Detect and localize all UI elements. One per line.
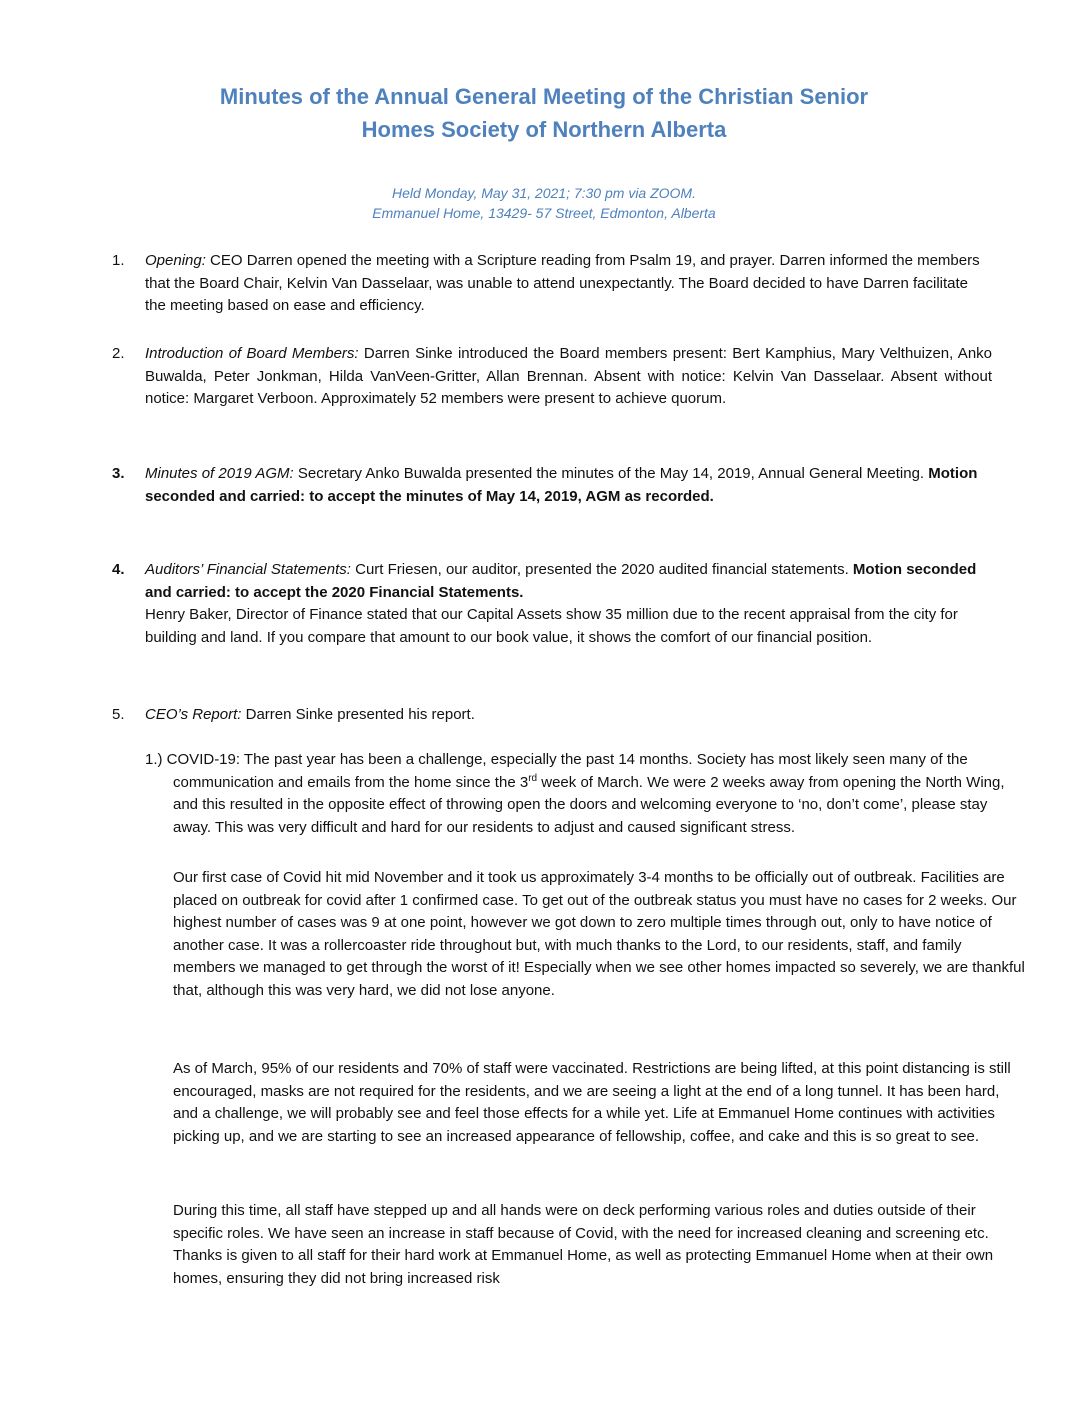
ceo-report-paragraph: As of March, 95% of our residents and 70% of staff were vaccinated. Restrictions are being lifted, at this point distancing is still encouraged, masks are not required for the residents, and we are seeing a light at the end of a long tunnel. It has been hard, and a challenge, we will probably see and feel those effects for a while yet. Life at Emmanuel Home continues with activities picking up, and we are starting to see an increased appearance of fellowship, coffee, and cake and this is so great to see. <box>173 1060 1011 1145</box>
agenda-item-board-members <box>112 343 992 411</box>
item-text: Darren Sinke presented his report. <box>241 706 475 723</box>
motion-text: Motion seconded and carried: to accept the minutes of May 14, 2019, AGM as recorded. <box>145 465 978 505</box>
sub-item-text-b: week of March. We were 2 weeks away from opening the North Wing, and this resulted in the opposite effect of throwing open the doors and welcoming everyone to ‘no, don’t come’, please stay away. This was very difficult and hard for our residents to adjust and caused significant stress. <box>173 773 1005 836</box>
agenda-item-minutes <box>112 463 992 508</box>
item-number: 3. <box>112 465 125 482</box>
title-line-2: Homes Society of Northern Alberta <box>361 117 727 142</box>
sub-item-number: 1.) <box>145 751 163 768</box>
ceo-report-paragraph: Our first case of Covid hit mid November and it took us approximately 3-4 months to be officially out of outbreak. Facilities are placed on outbreak for covid after 1 confirmed case. To get out of the outbreak status you must have no cases for 2 weeks. Our highest number of cases was 9 at one point, however we got down to zero multiple times through out, only to have notice of another case. It was a rollercoaster ride throughout but, with much thanks to the Lord, to our residents, staff, and family members we managed to get through the worst of it! Especially when we see other homes impacted so severely, we are thankful that, although this was very hard, we did not lose anyone. <box>173 869 1025 999</box>
item-label: Auditors’ Financial Statements: <box>145 561 351 578</box>
item-number: 5. <box>112 706 125 723</box>
item-label: CEO’s Report: <box>145 706 242 723</box>
meeting-details <box>100 183 988 223</box>
ceo-report-paragraph: During this time, all staff have stepped up and all hands were on deck performing various roles and duties outside of their specific roles. We have seen an increase in staff because of Covid, with the need for increased cleaning and screening etc. Thanks is given to all staff for their hard work at Emmanuel Home, as well as protecting Emmanuel Home when at their own homes, ensuring they did not bring increased risk <box>173 1202 994 1287</box>
item-number: 4. <box>112 561 125 578</box>
item-body <box>145 559 992 649</box>
meeting-location-line: Emmanuel Home, 13429- 57 Street, Edmonton, Alberta <box>372 205 716 221</box>
agenda-item-ceo-report <box>112 704 992 727</box>
item-text: Curt Friesen, our auditor, presented the 2020 audited financial statements. <box>350 561 853 578</box>
title-line-1: Minutes of the Annual General Meeting of the Christian Senior <box>219 84 869 109</box>
item-number: 2. <box>112 345 125 362</box>
item-body <box>145 704 992 727</box>
item-extra-text: Henry Baker, Director of Finance stated that our Capital Assets show 35 million due to the recent appraisal from the city for building and land. If you compare that amount to our book value, it shows the comfort of our financial position. <box>145 606 958 646</box>
agenda-item-opening <box>112 250 992 318</box>
item-label: Opening: <box>145 252 206 269</box>
item-text: Darren Sinke introduced the Board members present: Bert Kamphius, Mary Velthuizen, Anko Buwalda, Peter Jonkman, Hilda VanVeen-Gritter, Allan Brennan. Absent with notice: Kelvin Van Dasselaar. Absent without notice: Margaret Verboon. Approximately 52 members were present to achieve quorum. <box>145 345 993 407</box>
motion-text: Motion seconded and carried: to accept the 2020 Financial Statements. <box>145 561 977 601</box>
item-label: Minutes of 2019 AGM: <box>145 465 294 482</box>
sub-item-text-a: COVID-19: The past year has been a challenge, especially the past 14 months. Society has most likely seen many of the communication and emails from the home since the 3 <box>162 751 968 791</box>
item-body <box>145 343 992 411</box>
item-label: Introduction of Board Members: <box>145 345 359 362</box>
ceo-report-covid-section <box>145 749 1025 839</box>
document-title <box>100 80 988 146</box>
item-text: CEO Darren opened the meeting with a Scripture reading from Psalm 19, and prayer. Darren informed the members that the Board Chair, Kelvin Van Dasselaar, was unable to attend unexpectantly. The Board decided to have Darren facilitate the meeting based on ease and efficiency. <box>145 252 980 314</box>
item-text: Secretary Anko Buwalda presented the minutes of the May 14, 2019, Annual General Meeting. <box>293 465 929 482</box>
item-body <box>145 463 992 508</box>
agenda-item-financial-statements <box>112 559 992 649</box>
item-body <box>145 250 992 318</box>
meeting-date-line: Held Monday, May 31, 2021; 7:30 pm via ZOOM. <box>392 185 696 201</box>
item-number: 1. <box>112 252 125 269</box>
ordinal-suffix: rd <box>528 772 538 784</box>
